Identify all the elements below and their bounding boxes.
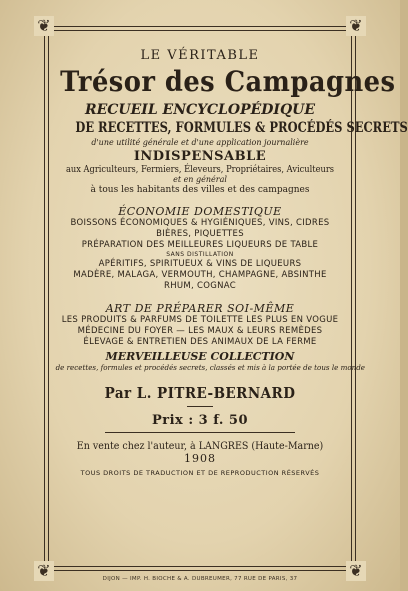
subtitle-recueil: RECUEIL ENCYCLOPÉDIQUE — [84, 102, 316, 118]
section-item: RHUM, COGNAC — [163, 281, 237, 291]
audience-line-3: à tous les habitants des villes et des campagnes — [90, 185, 310, 195]
le-veritable: LE VÉRITABLE — [140, 48, 260, 63]
audience-line-2: et en général — [173, 175, 227, 184]
section-item: MADÈRE, MALAGA, VERMOUTH, CHAMPAGNE, ABSINTHE — [73, 270, 327, 280]
rights-notice: TOUS DROITS DE TRADUCTION ET DE REPRODUCTION RÉSERVÉS — [80, 469, 320, 477]
publication-year: 1908 — [184, 452, 216, 465]
section-note: SANS DISTILLATION — [166, 251, 234, 258]
subtitle-recettes: DE RECETTES, FORMULES & PROCÉDÉS SECRETS — [75, 120, 408, 136]
collection-heading: MERVEILLEUSE COLLECTION — [105, 350, 295, 363]
cover-text — [48, 40, 408, 477]
price: Prix : 3 f. 50 — [151, 413, 248, 428]
section-item: PRÉPARATION DES MEILLEURES LIQUEURS DE TABLE — [81, 240, 319, 250]
indispensable: INDISPENSABLE — [133, 149, 267, 164]
section-item: ÉLEVAGE & ENTRETIEN DES ANIMAUX DE LA FERME — [83, 337, 317, 347]
collection-text: de recettes, formules et procédés secrets, classés et mis à la portée de tous le monde — [55, 363, 366, 372]
section-item: APÉRITIFS, SPIRITUEUX & VINS DE LIQUEURS — [98, 259, 302, 269]
section-item: BOISSONS ÉCONOMIQUES & HYGIÉNIQUES, VINS, CIDRES — [70, 218, 330, 228]
section-item: MÉDECINE DU FOYER — LES MAUX & LEURS REMÈDES — [77, 326, 323, 336]
section-heading-economie: ÉCONOMIE DOMESTIQUE — [118, 205, 282, 218]
corner-ornament-icon: ❦ — [34, 561, 54, 581]
book-title: Trésor des Campagnes — [60, 65, 396, 98]
printer-line: DIJON — IMP. H. BIOCHE & A. DUBREUMER, 77 RUE DE PARIS, 37 — [102, 576, 298, 582]
divider — [187, 406, 213, 407]
subtitle-utilite: d'une utilité générale et d'une application journalière — [91, 138, 309, 147]
corner-ornament-icon: ❦ — [346, 16, 366, 36]
section-item: LES PRODUITS & PARFUMS DE TOILETTE LES PLUS EN VOGUE — [61, 315, 339, 325]
corner-ornament-icon: ❦ — [346, 561, 366, 581]
divider — [105, 432, 295, 433]
sale-info: En vente chez l'auteur, à LANGRES (Haute-Marne) — [76, 441, 324, 452]
author: Par L. PITRE-BERNARD — [104, 384, 296, 402]
corner-ornament-icon: ❦ — [34, 16, 54, 36]
audience-line-1: aux Agriculteurs, Fermiers, Éleveurs, Propriétaires, Aviculteurs — [65, 165, 335, 175]
section-heading-art: ART DE PRÉPARER SOI-MÊME — [105, 302, 295, 315]
section-item: BIÈRES, PIQUETTES — [156, 229, 244, 239]
